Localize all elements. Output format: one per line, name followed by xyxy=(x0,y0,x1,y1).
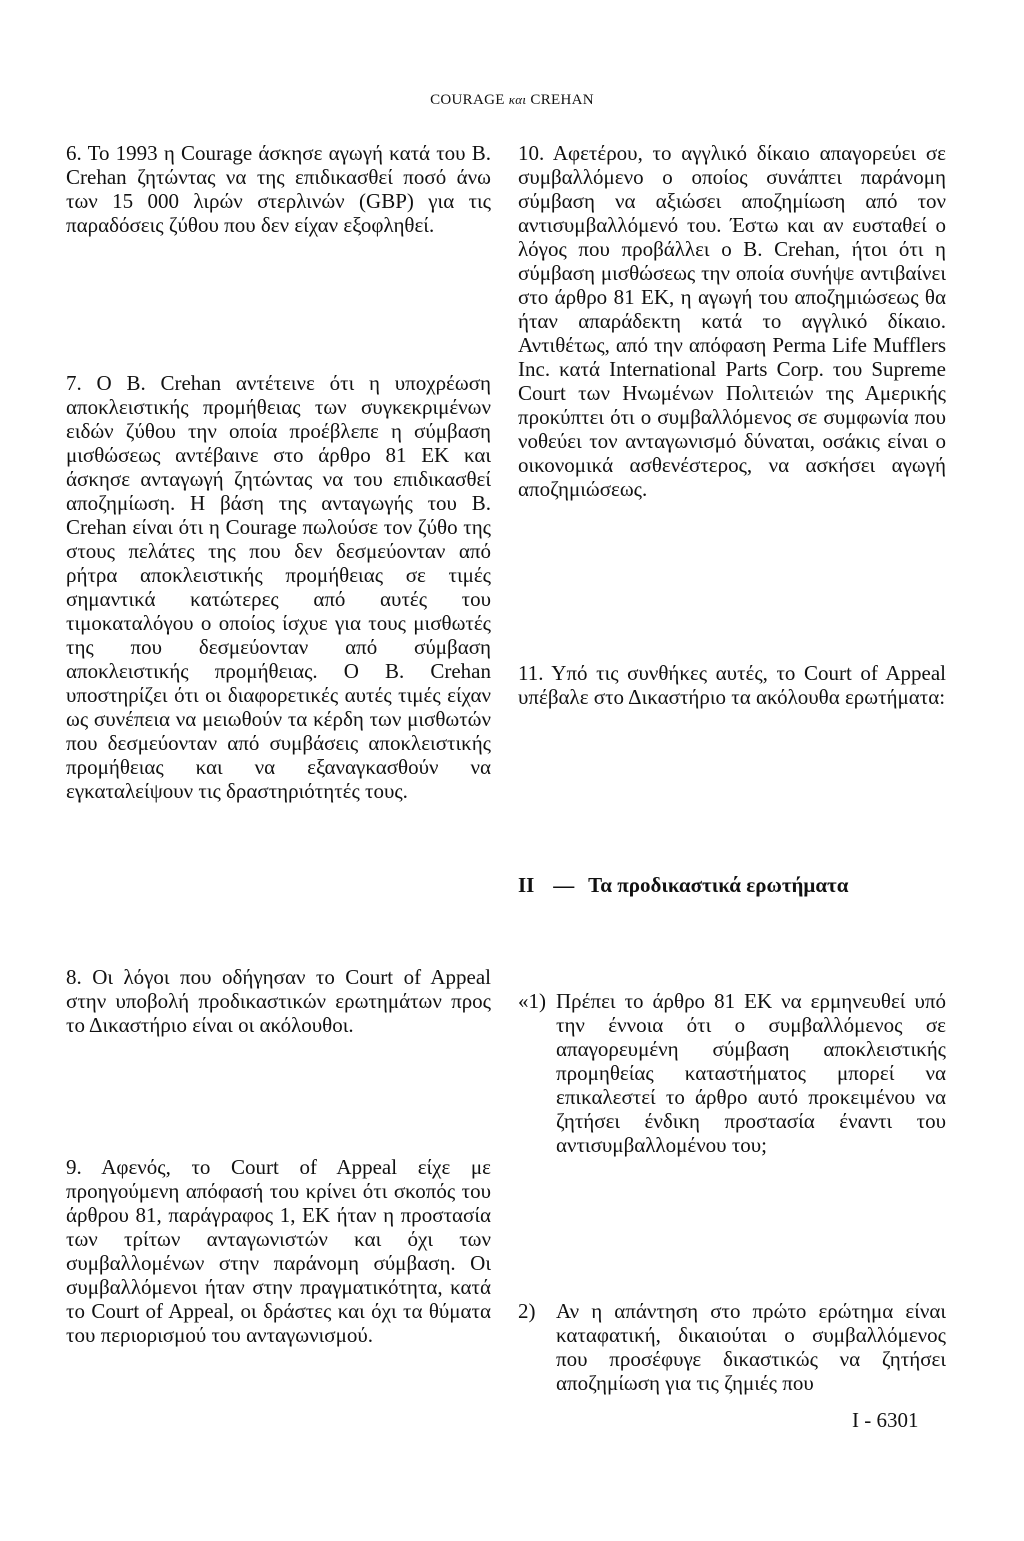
question-text: Πρέπει το άρθρο 81 ΕΚ να ερμηνευθεί υπό την έννοια ότι ο συμβαλλόμενος σε απαγορευμένη σύμβαση αποκλειστικής προμηθείας καταστήματος μπορεί να επικαλεστεί το άρθρο αυτό προκειμένου να ζητήσει ένδικη προστασία έναντι του αντισυμβαλλομένου του; xyxy=(556,989,946,1157)
paragraph-11: 11. Υπό τις συνθήκες αυτές, το Court of Appeal υπέβαλε στο Δικαστήριο τα ακόλουθα ερωτήματα: xyxy=(518,661,946,709)
paragraph-9: 9. Αφενός, το Court of Appeal είχε με προηγούμενη απόφασή του κρίνει ότι σκοπός του άρθρου 81, παράγραφος 1, ΕΚ ήταν η προστασία των τρίτων ανταγωνιστών και όχι των συμβαλλομένων στην παράνομη σύμβαση. Οι συμβαλλόμενοι ήταν στην πραγματικότητα, κατά το Court of Appeal, οι δράστες και όχι τα θύματα του περιορισμού του ανταγωνισμού. xyxy=(66,1155,491,1347)
section-dash: — xyxy=(553,873,575,897)
section-heading xyxy=(518,873,946,897)
paragraph-6: 6. Το 1993 η Courage άσκησε αγωγή κατά του Β. Crehan ζητώντας να της επιδικασθεί ποσό άνω των 15 000 λιρών στερλινών (GBP) για τις παραδόσεις ζύθου που δεν είχαν εξοφληθεί. xyxy=(66,141,491,237)
section-title: Τα προδικαστικά ερωτήματα xyxy=(588,873,849,897)
question-number: «1) xyxy=(518,989,546,1013)
question-text: Αν η απάντηση στο πρώτο ερώτημα είναι καταφατική, δικαιούται ο συμβαλλόμενος που προσέφυγε δικαστικώς να ζητήσει αποζημίωση για τις ζημιές που xyxy=(556,1299,946,1395)
paragraph-8: 8. Οι λόγοι που οδήγησαν το Court of Appeal στην υποβολή προδικαστικών ερωτημάτων προς το Δικαστήριο είναι οι ακόλουθοι. xyxy=(66,965,491,1037)
paragraph-7: 7. Ο Β. Crehan αντέτεινε ότι η υποχρέωση αποκλειστικής προμήθειας των συγκεκριμένων ειδών ζύθου την οποία προέβλεπε η σύμβαση μισθώσεως αντέβαινε στο άρθρο 81 ΕΚ και άσκησε ανταγωγή ζητώντας να του επιδικασθεί αποζημίωση. Η βάση της ανταγωγής του Β. Crehan είναι ότι η Courage πωλούσε τον ζύθο της στους πελάτες της που δεν δεσμεύονταν από ρήτρα αποκλειστικής προμήθειας σε τιμές σημαντικά κατώτερες από αυτές του τιμοκαταλόγου ο οποίος ίσχυε για τους μισθωτές της που δεσμεύονταν από σύμβαση αποκλειστικής προμήθειας. Ο Β. Crehan υποστηρίζει ότι οι διαφορετικές αυτές τιμές είχαν ως συνέπεια να μειωθούν τα κέρδη των μισθωτών που δεσμεύονταν από συμβάσεις αποκλειστικής προμήθειας και να εξαναγκασθούν να εγκαταλείψουν τις δραστηριότητές τους. xyxy=(66,371,491,803)
header-right: CREHAN xyxy=(530,92,594,108)
section-roman-numeral: II xyxy=(518,873,535,897)
page-number: I - 6301 xyxy=(852,1408,919,1432)
header-conjunction: και xyxy=(508,92,527,107)
header-left: COURAGE xyxy=(430,92,505,108)
running-header xyxy=(0,92,1024,109)
question-number: 2) xyxy=(518,1299,536,1323)
paragraph-10: 10. Αφετέρου, το αγγλικό δίκαιο απαγορεύει σε συμβαλλόμενο ο οποίος συνάπτει παράνομη σύμβαση να αξιώσει αποζημίωση από τον αντισυμβαλλόμενό του. Έστω και αν ευσταθεί ο λόγος που προβάλλει ο Β. Crehan, ήτοι ότι η σύμβαση μισθώσεως την οποία συνήψε αντιβαίνει στο άρθρο 81 ΕΚ, η αγωγή του αποζημιώσεως θα ήταν απαράδεκτη κατά το αγγλικό δίκαιο. Αντιθέτως, από την απόφαση Perma Life Mufflers Inc. κατά International Parts Corp. του Supreme Court των Ηνωμένων Πολιτειών της Αμερικής προκύπτει ότι ο συμβαλλόμενος σε συμφωνία που νοθεύει τον ανταγωνισμό δύναται, οσάκις είναι ο οικονομικά ασθενέστερος, να ασκήσει αγωγή αποζημιώσεως. xyxy=(518,141,946,501)
